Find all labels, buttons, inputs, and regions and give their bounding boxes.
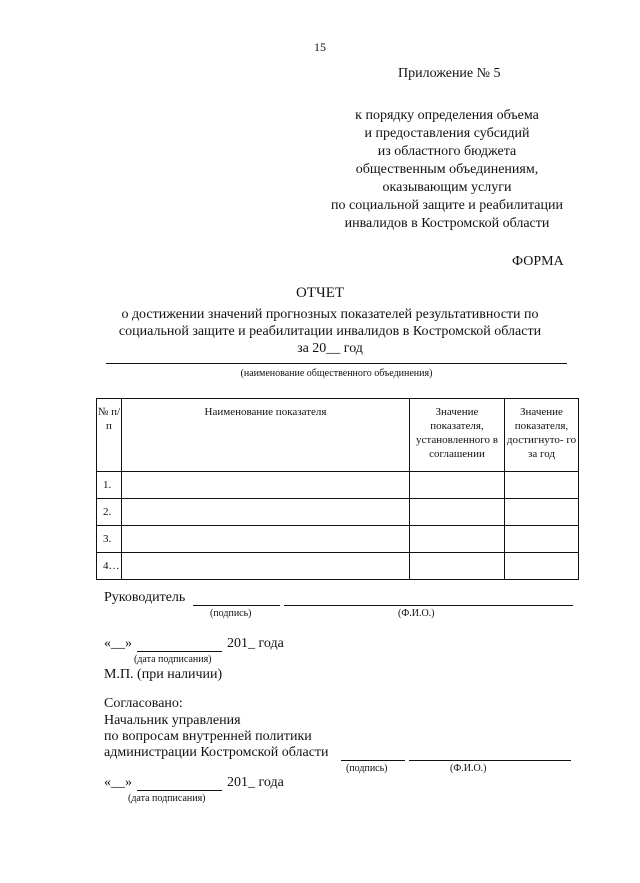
planned-value-cell[interactable] (410, 553, 505, 580)
indicator-name-cell[interactable] (122, 472, 410, 499)
actual-value-cell[interactable] (505, 472, 579, 499)
page-number: 15 (314, 40, 326, 54)
approval-fio-line[interactable] (409, 760, 571, 761)
planned-value-cell[interactable] (410, 472, 505, 499)
actual-value-cell[interactable] (505, 526, 579, 553)
report-subtitle-line: за 20__ год (297, 341, 363, 356)
appendix-line: общественным объединениям, (355, 162, 539, 177)
header-indicator-name: Наименование показателя (122, 399, 410, 472)
head-date-year: 201_ года (227, 636, 284, 651)
appendix-description (318, 107, 576, 233)
header-planned-value: Значение показателя, установленного в соглашении (410, 399, 505, 472)
appendix-line: оказывающим услуги (382, 180, 512, 195)
planned-value-cell[interactable] (410, 526, 505, 553)
table-row (97, 472, 579, 499)
head-signature-caption: (подпись) (210, 608, 252, 619)
approval-heading: Согласовано: (104, 696, 183, 711)
report-title: ОТЧЕТ (295, 285, 345, 301)
approval-position-line: по вопросам внутренней политики (104, 729, 312, 744)
approval-signature-caption: (подпись) (346, 763, 388, 774)
table-header-row (97, 399, 579, 472)
row-number: 4… (97, 553, 122, 580)
indicator-name-cell[interactable] (122, 499, 410, 526)
header-actual-value: Значение показателя, достигнуто- го за год (505, 399, 579, 472)
head-label: Руководитель (104, 590, 186, 605)
head-date-day: «__» (104, 636, 132, 651)
approval-date-month-line[interactable] (137, 790, 222, 791)
approval-date-year: 201_ года (227, 775, 284, 790)
table-row (97, 526, 579, 553)
head-date-month-line[interactable] (137, 651, 222, 652)
appendix-line: и предоставления субсидий (364, 126, 530, 141)
indicator-name-cell[interactable] (122, 553, 410, 580)
stamp-note: М.П. (при наличии) (104, 667, 223, 682)
organization-name-line[interactable] (106, 363, 567, 364)
approval-position-line: Начальник управления (104, 713, 241, 728)
approval-date-day: «__» (104, 775, 132, 790)
approval-fio-caption: (Ф.И.О.) (450, 763, 487, 774)
organization-name-caption: (наименование общественного объединения) (240, 368, 433, 379)
report-subtitle-line: социальной защите и реабилитации инвалидов в Костромской области (118, 324, 542, 339)
row-number: 2. (97, 499, 122, 526)
table-row (97, 499, 579, 526)
approval-position-line: администрации Костромской области (104, 745, 329, 760)
indicator-name-cell[interactable] (122, 526, 410, 553)
appendix-line: к порядку определения объема (355, 108, 539, 123)
table-row (97, 553, 579, 580)
appendix-line: инвалидов в Костромской области (344, 216, 550, 231)
actual-value-cell[interactable] (505, 499, 579, 526)
head-fio-caption: (Ф.И.О.) (398, 608, 435, 619)
row-number: 1. (97, 472, 122, 499)
approval-signature-line[interactable] (341, 760, 405, 761)
appendix-line: из областного бюджета (377, 144, 517, 159)
appendix-title: Приложение № 5 (398, 66, 501, 81)
actual-value-cell[interactable] (505, 553, 579, 580)
planned-value-cell[interactable] (410, 499, 505, 526)
form-label: ФОРМА (512, 254, 564, 269)
report-subtitle (0, 306, 640, 357)
report-subtitle-line: о достижении значений прогнозных показателей результативности по (121, 307, 539, 322)
head-fio-line[interactable] (284, 605, 573, 606)
appendix-line: по социальной защите и реабилитации (331, 198, 563, 213)
head-signature-line[interactable] (193, 605, 280, 606)
header-number: № п/п (97, 399, 122, 472)
row-number: 3. (97, 526, 122, 553)
indicators-table (96, 398, 579, 580)
approval-date-caption: (дата подписания) (128, 793, 206, 804)
head-date-caption: (дата подписания) (134, 654, 212, 665)
